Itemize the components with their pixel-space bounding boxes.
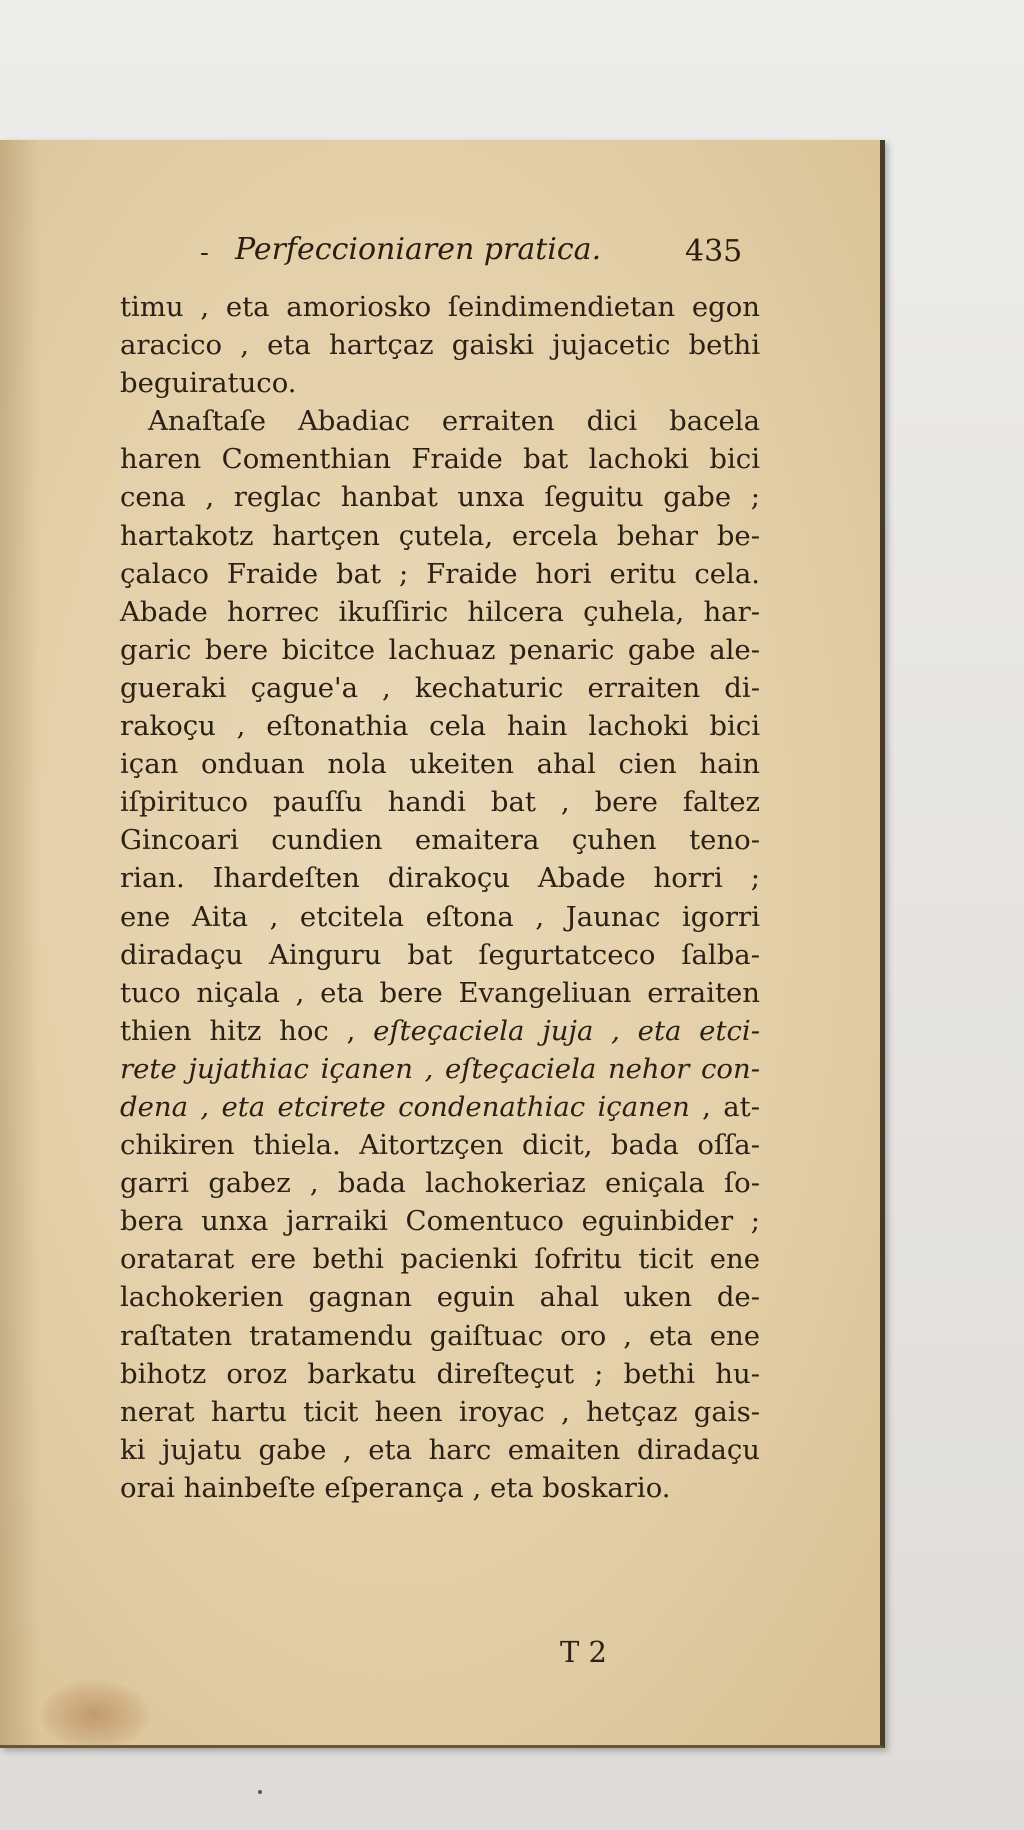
- text-line: içan onduan nola ukeiten ahal cien hain: [120, 748, 760, 781]
- book-page: [0, 140, 885, 1748]
- text-line: hartakotz hartçen çutela, ercela behar be-: [120, 519, 760, 552]
- signature-mark: T 2: [560, 1635, 608, 1669]
- text-line: Abade horrec ikuſſiric hilcera çuhela, har-: [120, 595, 760, 628]
- text-line: bera unxa jarraiki Comentuco eguinbider ;: [120, 1205, 760, 1238]
- text-line: beguiratuco.: [120, 367, 297, 400]
- page-number: 435: [685, 234, 743, 269]
- running-head-dash: -: [200, 238, 209, 268]
- text-line: haren Comenthian Fraide bat lachoki bici: [120, 443, 760, 476]
- body-text: [120, 288, 760, 1507]
- text-line: Anaſtaſe Abadiac erraiten dici bacela: [148, 405, 760, 438]
- text-line-mixed: dena , eta etcirete condenathiac içanen , at-: [120, 1090, 761, 1123]
- text-line: tuco niçala , eta bere Evangeliuan erraiten: [120, 976, 760, 1009]
- text-line-roman: thien hitz hoc ,: [120, 1014, 356, 1047]
- text-line: ki jujatu gabe , eta harc emaiten diradaçu: [120, 1433, 760, 1466]
- text-line: raſtaten tratamendu gaiſtuac oro , eta ene: [120, 1319, 760, 1352]
- text-line: garic bere bicitce lachuaz penaric gabe ale-: [120, 633, 760, 666]
- text-line: çalaco Fraide bat ; Fraide hori eritu cela.: [120, 557, 760, 590]
- text-line: rian. Ihardeſten dirakoçu Abade horri ;: [120, 862, 760, 895]
- text-line: chikiren thiela. Aitortzçen dicit, bada oſſa-: [120, 1129, 760, 1162]
- text-line: aracico , eta hartçaz gaiski jujacetic bethi: [120, 329, 760, 362]
- text-line: gueraki çague'a , kechaturic erraiten di-: [120, 671, 760, 704]
- text-line: iſpirituco pauſſu handi bat , bere faltez: [120, 786, 760, 819]
- text-line: lachokerien gagnan eguin ahal uken de-: [120, 1281, 760, 1314]
- text-line-mixed: [120, 1012, 760, 1050]
- text-line: nerat hartu ticit heen iroyac , hetçaz gais-: [120, 1395, 760, 1428]
- text-line: timu , eta amoriosko ſeindimendietan egon: [120, 291, 760, 323]
- ink-speck: [258, 1790, 262, 1794]
- text-line: orai hainbeſte eſperança , eta boskario.: [120, 1471, 671, 1504]
- paper-stain: [40, 1680, 150, 1750]
- text-line: ene Aita , etcitela eſtona , Jaunac igorri: [120, 900, 760, 933]
- text-line-italic: rete jujathiac içanen , eſteçaciela nehor con-: [120, 1052, 760, 1085]
- text-line: bihotz oroz barkatu direſteçut ; bethi hu-: [120, 1357, 760, 1390]
- text-line: diradaçu Ainguru bat ſegurtatceco ſalba-: [120, 938, 760, 971]
- text-line: garri gabez , bada lachokeriaz eniçala ſo-: [120, 1167, 760, 1200]
- text-line: Gincoari cundien emaitera çuhen teno-: [120, 824, 760, 857]
- text-line-italic: dena , eta etcirete condenathiac içanen: [120, 1090, 690, 1123]
- gutter-shadow: [0, 140, 40, 1745]
- text-line-italic: eſteçaciela juja , eta etci-: [373, 1014, 760, 1047]
- text-line: cena , reglac hanbat unxa ſeguitu gabe ;: [120, 481, 760, 514]
- text-line: oratarat ere bethi pacienki ſofritu ticit ene: [120, 1243, 760, 1276]
- running-head-title: Perfeccioniaren pratica.: [235, 232, 602, 267]
- text-line: rakoçu , eſtonathia cela hain lachoki bici: [120, 710, 760, 743]
